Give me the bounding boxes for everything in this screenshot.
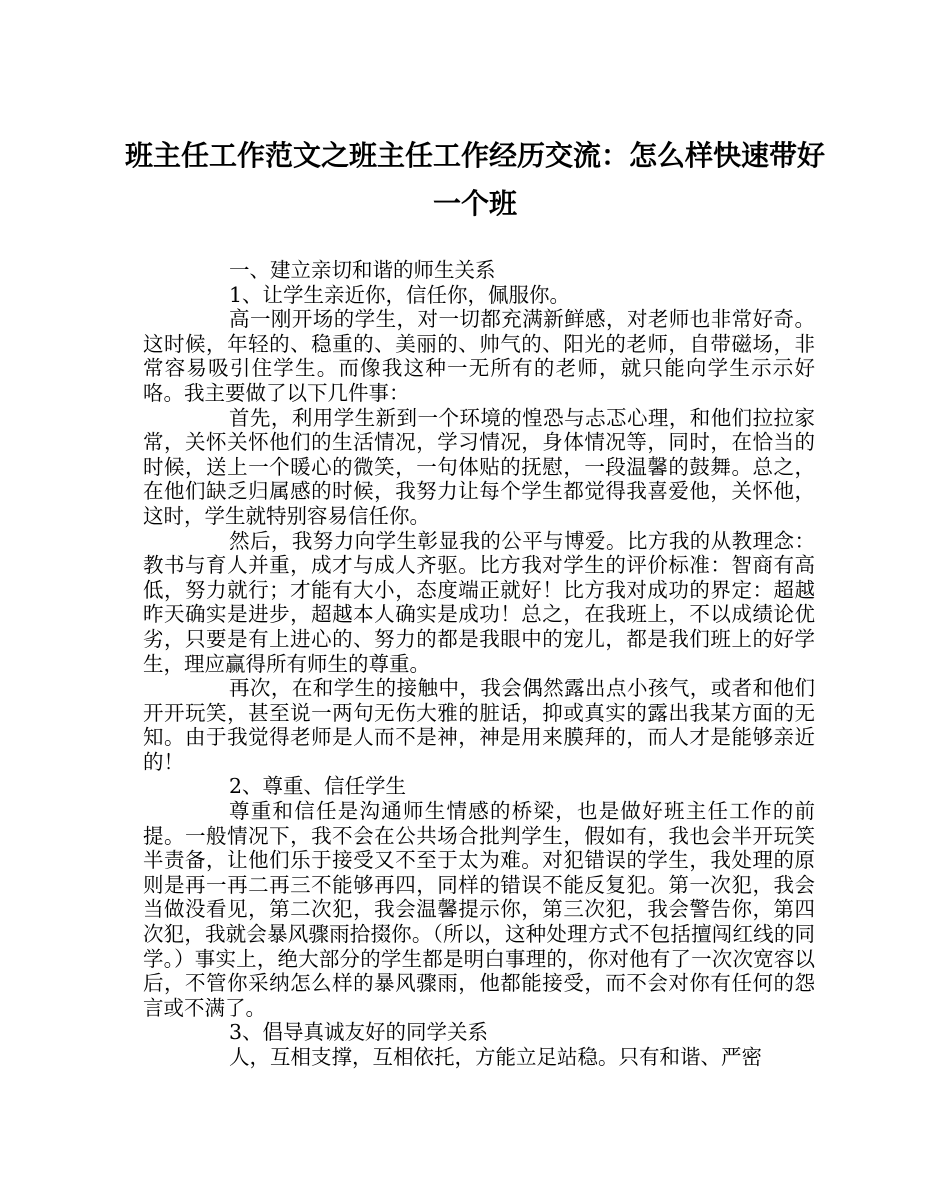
section-heading-1: 一、建立亲切和谐的师生关系 [229,258,496,282]
subsection-heading-3: 3、倡导真诚友好的同学关系 [229,1020,489,1045]
paragraph: 高一刚开场的学生，对一切都充满新鲜感，对老师也非常好奇。这时候，年轻的、稳重的、美丽的、帅气的、阳光的老师，自带磁场，非常容易吸引住学生。而像我这种一无所有的老师，就只能向学生示示好咯。我主要做了以下几件事： [143,307,815,405]
paragraph: 然后，我努力向学生彰显我的公平与博爱。比方我的从教理念：教书与育人并重，成才与成人齐驱。比方我对学生的评价标准：智商有高低，努力就行；才能有大小，态度端正就好！比方我对成功的界定：超越昨天确实是进步，超越本人确实是成功！总之，在我班上，不以成绩论优劣，只要是有上进心的、努力的都是我眼中的宠儿，都是我们班上的好学生，理应赢得所有师生的尊重。 [143,528,815,676]
subsection-heading-2: 2、尊重、信任学生 [229,774,407,799]
paragraph: 尊重和信任是沟通师生情感的桥梁，也是做好班主任工作的前提。一般情况下，我不会在公共场合批判学生，假如有，我也会半开玩笑半责备，让他们乐于接受又不至于太为难。对犯错误的学生，我处理的原则是再一再二再三不能够再四，同样的错误不能反复犯。第一次犯，我会当做没看见，第二次犯，我会温馨提示你，第三次犯，我会警告你，第四次犯，我就会暴风骤雨拾掇你。（所以，这种处理方式不包括擅闯红线的同学。）事实上，绝大部分的学生都是明白事理的，你对他有了一次次宽容以后，不管你采纳怎么样的暴风骤雨，他都能接受，而不会对你有任何的怨言或不满了。 [143,799,815,1020]
paragraph: 人，互相支撑，互相依托，方能立足站稳。只有和谐、严密 [229,1045,762,1069]
paragraph: 首先，利用学生新到一个环境的惶恐与忐忑心理，和他们拉拉家常，关怀关怀他们的生活情况，学习情况，身体情况等，同时，在恰当的时候，送上一个暖心的微笑，一句体贴的抚慰，一段温馨的鼓舞。总之，在他们缺乏归属感的时候，我努力让每个学生都觉得我喜爱他，关怀他，这时，学生就特别容易信任你。 [143,405,815,528]
paragraph: 再次，在和学生的接触中，我会偶然露出点小孩气，或者和他们开开玩笑，甚至说一两句无伤大雅的脏话，抑或真实的露出我某方面的无知。由于我觉得老师是人而不是神，神是用来膜拜的，而人才是能够亲近的！ [143,676,815,774]
document-title: 班主任工作范文之班主任工作经历交流：怎么样快速带好一个班 [124,139,825,220]
subsection-heading-1: 1、让学生亲近你，信任你，佩服你。 [229,282,571,307]
document-body [143,258,815,1070]
